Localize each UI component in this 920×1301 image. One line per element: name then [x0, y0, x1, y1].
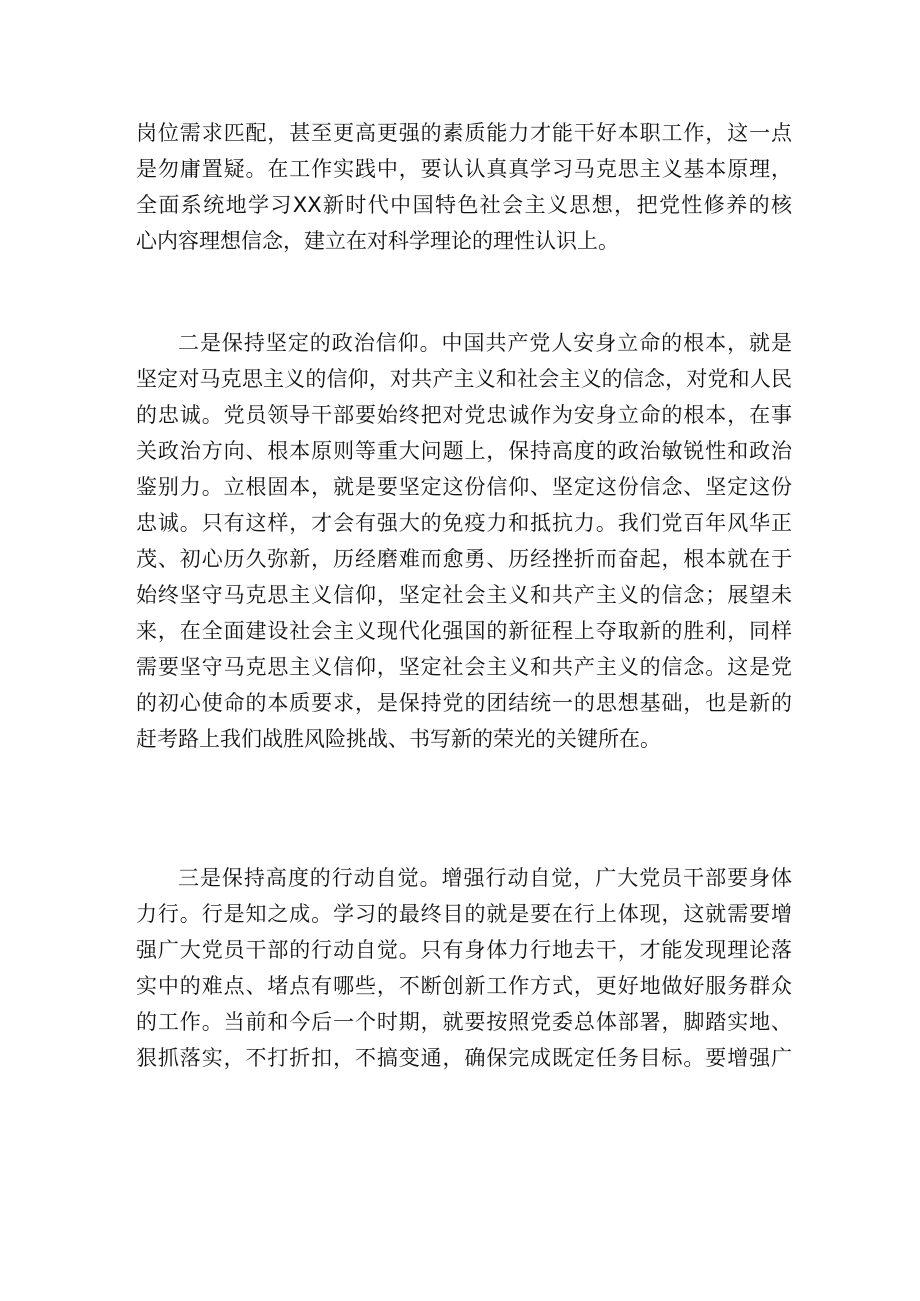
paragraph-line: 的工作。当前和今后一个时期，就要按照党委总体部署，脚踏实地、: [136, 1010, 792, 1034]
paragraph-line: 力行。行是知之成。学习的最终目的就是要在行上体现，这就需要增: [136, 902, 792, 926]
paragraph-line: 赶考路上我们战胜风险挑战、书写新的荣光的关键所在。: [136, 727, 661, 751]
paragraph-line: 需要坚守马克思主义信仰，坚定社会主义和共产主义的信念。这是党: [136, 655, 792, 679]
paragraph-line: 始终坚守马克思主义信仰，坚定社会主义和共产主义的信念；展望未: [136, 583, 792, 607]
paragraph-line: 来，在全面建设社会主义现代化强国的新征程上夺取新的胜利，同样: [136, 619, 792, 643]
paragraph-line: 岗位需求匹配，甚至更高更强的素质能力才能干好本职工作，这一点: [136, 121, 792, 145]
paragraph-3: [136, 860, 792, 1076]
paragraph-1: [136, 115, 792, 259]
paragraph-line: 是勿庸置疑。在工作实践中，要认认真真学习马克思主义基本原理，: [136, 157, 792, 181]
paragraph-line: 忠诚。只有这样，才会有强大的免疫力和抵抗力。我们党百年风华正: [136, 511, 792, 535]
paragraph-line: 的忠诚。党员领导干部要始终把对党忠诚作为安身立命的根本，在事: [136, 403, 792, 427]
paragraph-line: 鉴别力。立根固本，就是要坚定这份信仰、坚定这份信念、坚定这份: [136, 475, 792, 499]
paragraph-2: [136, 325, 792, 757]
paragraph-line: 坚定对马克思主义的信仰，对共产主义和社会主义的信念，对党和人民: [136, 367, 792, 391]
paragraph-line: 茂、初心历久弥新，历经磨难而愈勇、历经挫折而奋起，根本就在于: [136, 547, 792, 571]
paragraph-line: 关政治方向、根本原则等重大问题上，保持高度的政治敏锐性和政治: [136, 439, 792, 463]
paragraph-line: 的初心使命的本质要求，是保持党的团结统一的思想基础，也是新的: [136, 691, 792, 715]
paragraph-line: 狠抓落实，不打折扣，不搞变通，确保完成既定任务目标。要增强广: [136, 1046, 792, 1070]
paragraph-line: 实中的难点、堵点有哪些，不断创新工作方式，更好地做好服务群众: [136, 974, 792, 998]
paragraph-line: 全面系统地学习XX新时代中国特色社会主义思想，把党性修养的核: [136, 193, 792, 217]
paragraph-line: 强广大党员干部的行动自觉。只有身体力行地去干，才能发现理论落: [136, 938, 792, 962]
paragraph-line: 二是保持坚定的政治信仰。中国共产党人安身立命的根本，就是: [178, 331, 792, 355]
paragraph-line: 三是保持高度的行动自觉。增强行动自觉，广大党员干部要身体: [178, 866, 792, 890]
paragraph-line: 心内容理想信念，建立在对科学理论的理性认识上。: [136, 229, 619, 253]
